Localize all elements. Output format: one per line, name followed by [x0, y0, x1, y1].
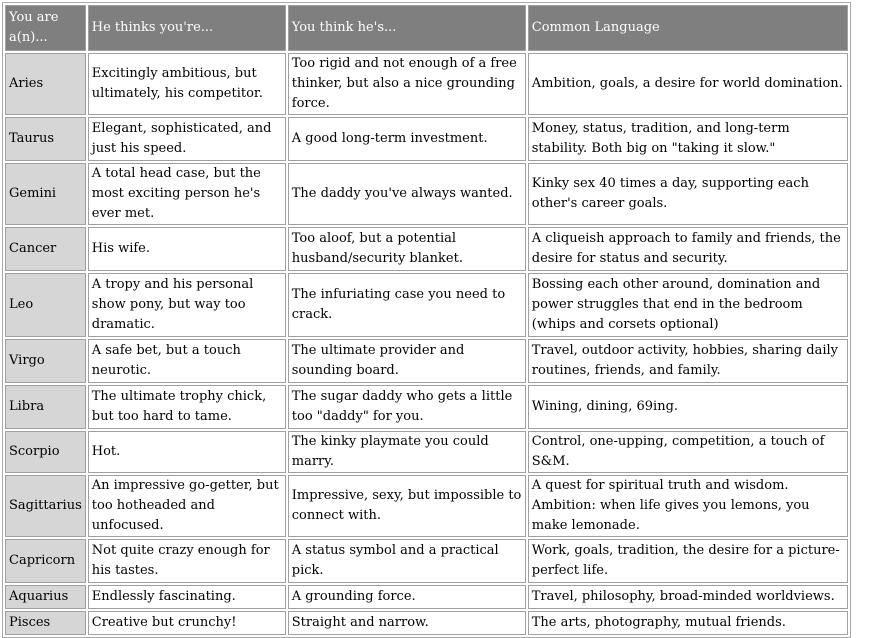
you-think-cell: Impressive, sexy, but impossible to connect with.	[288, 475, 526, 537]
header-you-think: You think he's...	[288, 5, 526, 51]
header-common-language: Common Language	[528, 5, 848, 51]
table-row	[5, 611, 848, 635]
you-think-cell: The sugar daddy who gets a little too "daddy" for you.	[288, 385, 526, 429]
sign-cell: Cancer	[5, 227, 86, 271]
he-thinks-cell: A tropy and his personal show pony, but way too dramatic.	[88, 273, 286, 337]
sign-cell: Taurus	[5, 117, 86, 161]
common-language-cell: Money, status, tradition, and long-term stability. Both big on "taking it slow."	[528, 117, 848, 161]
table-row	[5, 117, 848, 161]
you-think-cell: A grounding force.	[288, 585, 526, 609]
he-thinks-cell: Creative but crunchy!	[88, 611, 286, 635]
he-thinks-cell: Hot.	[88, 431, 286, 473]
sign-cell: Libra	[5, 385, 86, 429]
table-body	[5, 53, 848, 635]
you-think-cell: The infuriating case you need to crack.	[288, 273, 526, 337]
you-think-cell: Straight and narrow.	[288, 611, 526, 635]
table-row	[5, 431, 848, 473]
header-he-thinks: He thinks you're...	[88, 5, 286, 51]
sign-cell: Gemini	[5, 163, 86, 225]
table-row	[5, 585, 848, 609]
you-think-cell: The ultimate provider and sounding board.	[288, 339, 526, 383]
common-language-cell: Bossing each other around, domination and power struggles that end in the bedroom (whips and corsets optional)	[528, 273, 848, 337]
common-language-cell: Travel, outdoor activity, hobbies, sharing daily routines, friends, and family.	[528, 339, 848, 383]
common-language-cell: Work, goals, tradition, the desire for a picture-perfect life.	[528, 539, 848, 583]
compatibility-table-wrapper	[2, 2, 851, 638]
he-thinks-cell: Not quite crazy enough for his tastes.	[88, 539, 286, 583]
table-row	[5, 475, 848, 537]
he-thinks-cell: Endlessly fascinating.	[88, 585, 286, 609]
sign-cell: Virgo	[5, 339, 86, 383]
common-language-cell: Wining, dining, 69ing.	[528, 385, 848, 429]
table-row	[5, 273, 848, 337]
sign-cell: Aquarius	[5, 585, 86, 609]
he-thinks-cell: An impressive go-getter, but too hotheaded and unfocused.	[88, 475, 286, 537]
compatibility-table	[2, 2, 851, 638]
you-think-cell: Too aloof, but a potential husband/security blanket.	[288, 227, 526, 271]
sign-cell: Aries	[5, 53, 86, 115]
common-language-cell: A quest for spiritual truth and wisdom. Ambition: when life gives you lemons, you make lemonade.	[528, 475, 848, 537]
you-think-cell: The kinky playmate you could marry.	[288, 431, 526, 473]
common-language-cell: A cliqueish approach to family and friends, the desire for status and security.	[528, 227, 848, 271]
he-thinks-cell: Excitingly ambitious, but ultimately, his competitor.	[88, 53, 286, 115]
table-row	[5, 539, 848, 583]
sign-cell: Leo	[5, 273, 86, 337]
you-think-cell: Too rigid and not enough of a free thinker, but also a nice grounding force.	[288, 53, 526, 115]
common-language-cell: Control, one-upping, competition, a touch of S&M.	[528, 431, 848, 473]
common-language-cell: Ambition, goals, a desire for world domination.	[528, 53, 848, 115]
common-language-cell: Travel, philosophy, broad-minded worldviews.	[528, 585, 848, 609]
sign-cell: Scorpio	[5, 431, 86, 473]
common-language-cell: Kinky sex 40 times a day, supporting each other's career goals.	[528, 163, 848, 225]
he-thinks-cell: A total head case, but the most exciting person he's ever met.	[88, 163, 286, 225]
table-row	[5, 385, 848, 429]
he-thinks-cell: A safe bet, but a touch neurotic.	[88, 339, 286, 383]
table-row	[5, 53, 848, 115]
sign-cell: Sagittarius	[5, 475, 86, 537]
common-language-cell: The arts, photography, mutual friends.	[528, 611, 848, 635]
he-thinks-cell: Elegant, sophisticated, and just his speed.	[88, 117, 286, 161]
table-row	[5, 227, 848, 271]
header-you-are: You are a(n)...	[5, 5, 86, 51]
you-think-cell: The daddy you've always wanted.	[288, 163, 526, 225]
sign-cell: Pisces	[5, 611, 86, 635]
table-row	[5, 339, 848, 383]
header-row	[5, 5, 848, 51]
he-thinks-cell: His wife.	[88, 227, 286, 271]
sign-cell: Capricorn	[5, 539, 86, 583]
you-think-cell: A good long-term investment.	[288, 117, 526, 161]
you-think-cell: A status symbol and a practical pick.	[288, 539, 526, 583]
table-row	[5, 163, 848, 225]
he-thinks-cell: The ultimate trophy chick, but too hard to tame.	[88, 385, 286, 429]
